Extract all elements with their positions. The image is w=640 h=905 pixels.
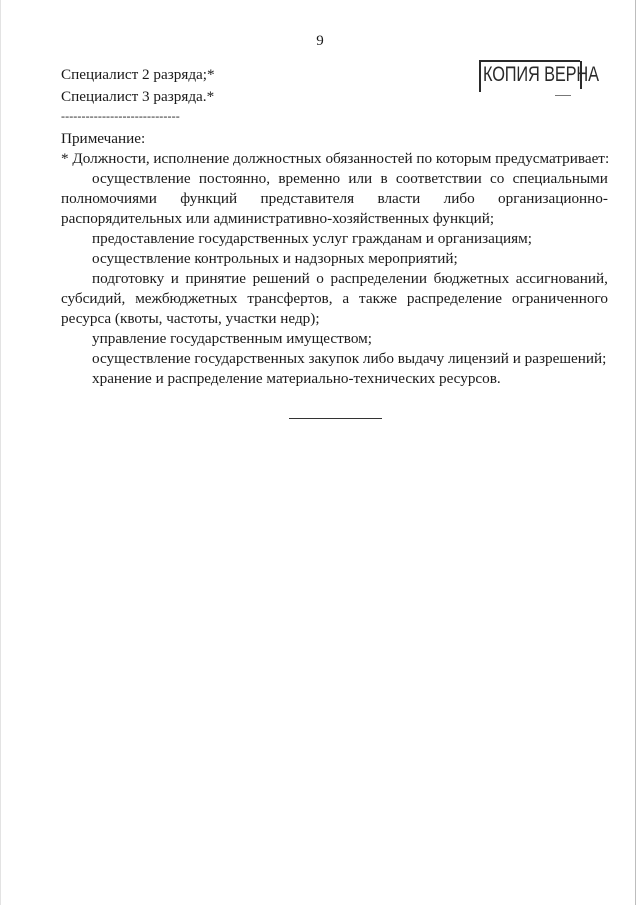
stamp-text: КОПИЯ ВЕРНА	[483, 63, 599, 86]
word: распределение	[406, 290, 503, 307]
note-item-7: хранение и распределение материально-технических ресурсов.	[92, 370, 501, 387]
stamp-frame-top	[480, 60, 580, 62]
note-item-1-line-2	[61, 189, 608, 209]
word: ассигнований,	[515, 270, 608, 287]
word: соответствии	[395, 170, 482, 187]
word: трансфертов,	[247, 290, 333, 307]
word: и	[170, 270, 179, 287]
word: ограниченного	[511, 290, 608, 307]
word: осуществление	[92, 170, 191, 187]
word: также	[359, 290, 398, 307]
page-left-edge	[0, 0, 1, 905]
note-item-6: осуществление государственных закупок либо выдачу лицензий и разрешений;	[92, 350, 607, 367]
word: представителя	[260, 190, 355, 207]
note-heading: Примечание:	[61, 130, 146, 147]
word: функций	[180, 190, 238, 207]
copy-certified-stamp	[478, 57, 599, 95]
word: межбюджетных	[135, 290, 238, 307]
word: решений	[252, 270, 310, 287]
note-intro: * Должности, исполнение должностных обязанностей по которым предусматривает:	[61, 150, 610, 167]
word: принятие	[185, 270, 246, 287]
end-of-document-rule	[289, 418, 382, 419]
word: распределении	[330, 270, 427, 287]
word: временно	[278, 170, 341, 187]
page-right-edge	[635, 0, 636, 905]
word: власти	[377, 190, 421, 207]
note-item-1-line-3: распорядительных или административно-хозяйственных функций;	[61, 210, 495, 227]
note-item-1-line-1	[92, 169, 608, 189]
word: бюджетных	[433, 270, 510, 287]
word: а	[342, 290, 350, 307]
position-line-2: Специалист 3 разряда.*	[61, 88, 215, 105]
note-item-4-line-1	[92, 269, 608, 289]
word: постоянно,	[198, 170, 271, 187]
stamp-frame-left	[479, 60, 481, 92]
note-item-2: предоставление государственных услуг гражданам и организациям;	[92, 230, 532, 247]
separator-line: -----------------------------	[61, 109, 180, 123]
word: подготовку	[92, 270, 165, 287]
note-item-3: осуществление контрольных и надзорных мероприятий;	[92, 250, 458, 267]
note-item-5: управление государственным имуществом;	[92, 330, 372, 347]
position-line-1: Специалист 2 разряда;*	[61, 66, 215, 83]
stamp-underline-mark	[555, 95, 571, 96]
note-item-4-line-3: ресурса (квоты, частоты, участки недр);	[61, 310, 320, 327]
word: или	[348, 170, 373, 187]
word: специальными	[512, 170, 608, 187]
word: организационно-	[498, 190, 608, 207]
word: со	[489, 170, 505, 187]
note-item-4-line-2	[61, 289, 608, 309]
word: либо	[443, 190, 475, 207]
word: о	[316, 270, 324, 287]
word: в	[380, 170, 388, 187]
word: субсидий,	[61, 290, 126, 307]
page-number: 9	[316, 33, 324, 49]
word: полномочиями	[61, 190, 157, 207]
